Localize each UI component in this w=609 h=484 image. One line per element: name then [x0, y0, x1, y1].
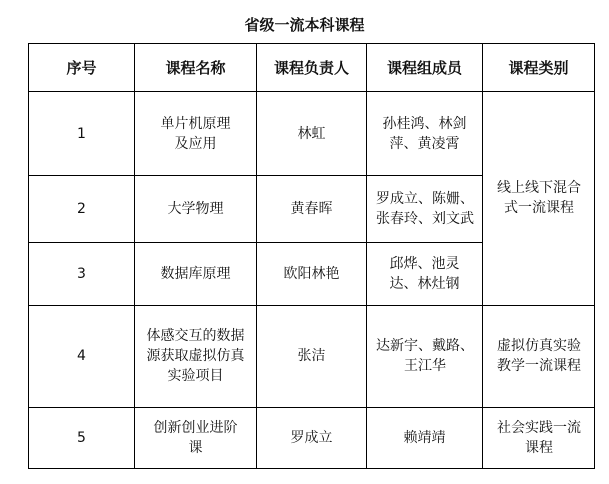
- table-row: [29, 408, 595, 469]
- header-course-name: 课程名称: [135, 44, 257, 92]
- header-leader: 课程负责人: [257, 44, 367, 92]
- course-category-text: 虚拟仿真实验教学一流课程: [497, 338, 581, 375]
- course-members-text: 达新宇、戴路、王江华: [376, 338, 474, 375]
- course-category: [483, 92, 595, 306]
- course-category-text: 社会实践一流课程: [497, 420, 581, 457]
- course-name-text: 体感交互的数据源获取虚拟仿真实验项目: [146, 328, 245, 385]
- course-name: [135, 305, 257, 408]
- course-leader: 欧阳林艳: [257, 242, 367, 305]
- course-leader: 张洁: [257, 305, 367, 408]
- table-header-row: [29, 44, 595, 92]
- course-name-text: 单片机原理及应用: [160, 115, 231, 152]
- header-number: 序号: [29, 44, 135, 92]
- course-members: [367, 305, 483, 408]
- course-name: [135, 92, 257, 176]
- page-title: 省级一流本科课程: [244, 16, 365, 34]
- course-members-text: 罗成立、陈姗、张春玲、刘文武: [376, 190, 474, 227]
- course-name-text: 创新创业进阶课: [153, 420, 238, 457]
- row-number: 1: [29, 92, 135, 176]
- course-members: 赖靖靖: [367, 408, 483, 469]
- table-row: [29, 92, 595, 176]
- course-category-text: 线上线下混合式一流课程: [497, 180, 581, 217]
- row-number: 3: [29, 242, 135, 305]
- course-members: [367, 242, 483, 305]
- course-table: [28, 43, 595, 469]
- header-category: 课程类别: [483, 44, 595, 92]
- course-category: [483, 408, 595, 469]
- course-members: [367, 92, 483, 176]
- row-number: 4: [29, 305, 135, 408]
- course-name: 大学物理: [135, 175, 257, 242]
- table-row: [29, 305, 595, 408]
- course-members: [367, 175, 483, 242]
- course-members-text: 邱烨、池灵达、林灶钢: [389, 255, 460, 292]
- course-members-text: 孙桂鸿、林剑萍、黄凌霄: [382, 115, 467, 152]
- course-category: [483, 305, 595, 408]
- header-members: 课程组成员: [367, 44, 483, 92]
- row-number: 5: [29, 408, 135, 469]
- row-number: 2: [29, 175, 135, 242]
- course-name: [135, 408, 257, 469]
- course-leader: 黄春晖: [257, 175, 367, 242]
- course-name: 数据库原理: [135, 242, 257, 305]
- course-leader: 林虹: [257, 92, 367, 176]
- course-leader: 罗成立: [257, 408, 367, 469]
